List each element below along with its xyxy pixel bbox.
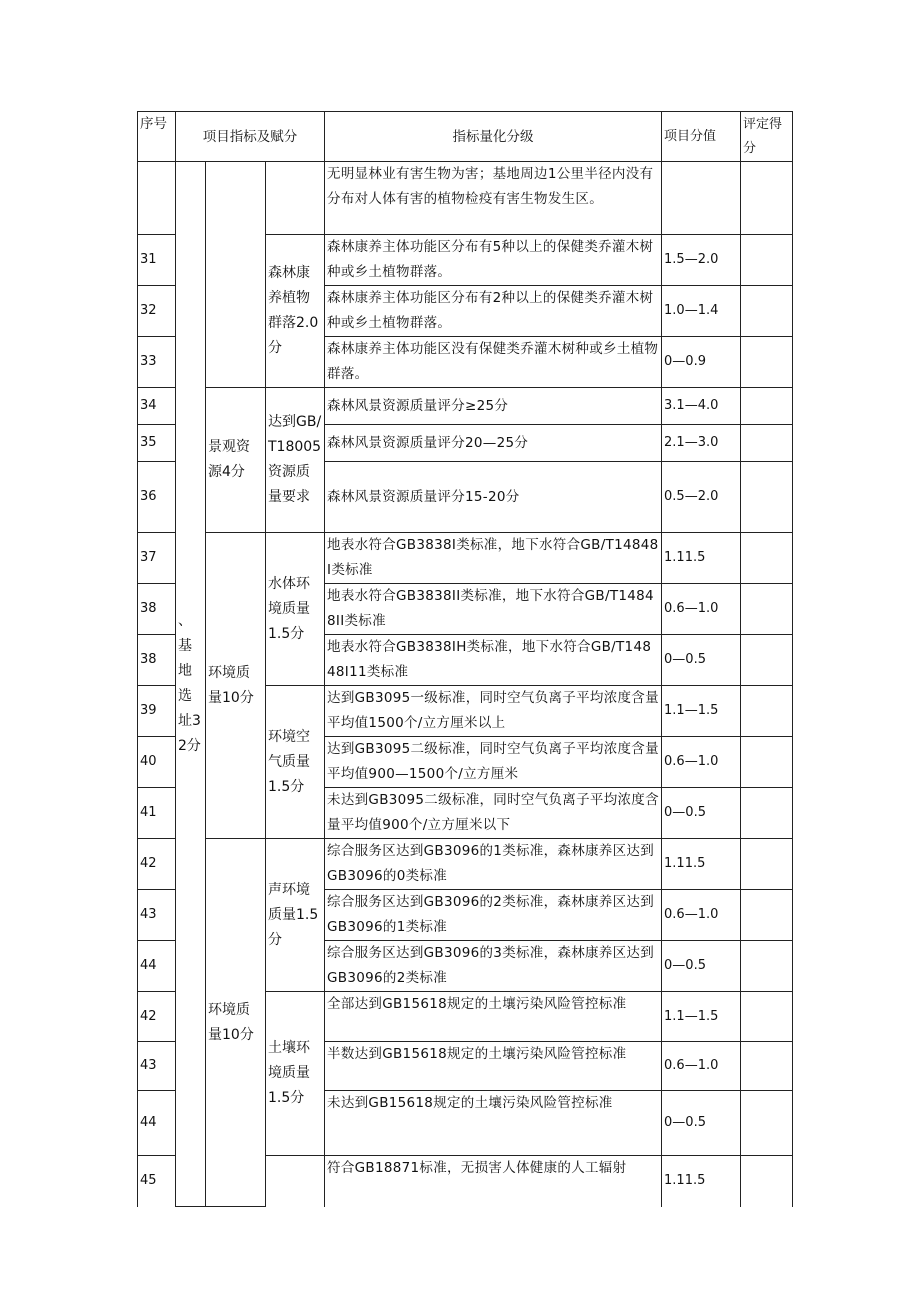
category-env-quality-a: 环境质量10分: [206, 533, 266, 839]
row-criterion: 地表水符合GB3838IH类标准，地下水符合GB∕T14848I11类标准: [325, 635, 662, 686]
row-criterion: 森林康养主体功能区没有保健类乔灌木树种或乡土植物群落。: [325, 337, 662, 388]
row-criterion: 无明显林业有害生物为害；基地周边1公里半径内没有分布对人体有害的植物检疫有害生物发生区。: [325, 162, 662, 235]
row-criterion: 森林风景资源质量评分≥25分: [325, 388, 662, 425]
row-seq: 42: [138, 992, 176, 1042]
row-rating: [741, 425, 793, 462]
row-rating: [741, 686, 793, 737]
row-rating: [741, 388, 793, 425]
row-rating: [741, 286, 793, 337]
row-criterion: 半数达到GB15618规定的土壤污染风险管控标准: [325, 1042, 662, 1091]
category-env-quality-b: 环境质量10分: [206, 839, 266, 1207]
table-row: [138, 533, 793, 584]
row-rating: [741, 1156, 793, 1207]
row-rating: [741, 235, 793, 286]
category-soil-env: 土壤环境质量1.5分: [266, 992, 325, 1156]
row-rating: [741, 890, 793, 941]
row-score: 1.1—1.5: [662, 992, 741, 1042]
row-rating: [741, 1042, 793, 1091]
row-seq: [138, 162, 176, 235]
row-seq: 45: [138, 1156, 176, 1207]
row-criterion: 达到GB3095一级标准，同时空气负离子平均浓度含量平均值1500个/立方厘米以上: [325, 686, 662, 737]
row-rating: [741, 584, 793, 635]
table-header-row: [138, 112, 793, 162]
row-rating: [741, 737, 793, 788]
row-seq: 33: [138, 337, 176, 388]
row-seq: 31: [138, 235, 176, 286]
row-criterion: 森林风景资源质量评分20—25分: [325, 425, 662, 462]
row-criterion: 森林康养主体功能区分布有2种以上的保健类乔灌木树种或乡土植物群落。: [325, 286, 662, 337]
row-score: 0.6—1.0: [662, 737, 741, 788]
row-criterion: 未达到GB3095二级标准，同时空气负离子平均浓度含量平均值900个/立方厘米以下: [325, 788, 662, 839]
row-score: 0.6—1.0: [662, 1042, 741, 1091]
row-criterion: 森林风景资源质量评分15-20分: [325, 462, 662, 533]
category-air-env: 环境空气质量1.5分: [266, 686, 325, 839]
row-score: 1.0—1.4: [662, 286, 741, 337]
row-seq: 37: [138, 533, 176, 584]
row-seq: 40: [138, 737, 176, 788]
table-row: [138, 388, 793, 425]
row-seq: 34: [138, 388, 176, 425]
table-row: [138, 839, 793, 890]
row-criterion: 地表水符合GB3838II类标准，地下水符合GB/T14848II类标准: [325, 584, 662, 635]
row-rating: [741, 533, 793, 584]
row-score: 1.1—1.5: [662, 686, 741, 737]
row-seq: 44: [138, 1091, 176, 1156]
row-score: 0.6—1.0: [662, 584, 741, 635]
row-criterion: 未达到GB15618规定的土壤污染风险管控标准: [325, 1091, 662, 1156]
row-score: 0—0.5: [662, 788, 741, 839]
row-rating: [741, 337, 793, 388]
category-plant-community: 森林康养植物群落2.0分: [266, 235, 325, 388]
row-score: 0—0.5: [662, 941, 741, 992]
category-empty-a: [206, 162, 266, 388]
row-seq: 32: [138, 286, 176, 337]
row-rating: [741, 162, 793, 235]
row-score: 2.1—3.0: [662, 425, 741, 462]
category-sound-env: 声环境质量1.5分: [266, 839, 325, 992]
evaluation-table: [137, 111, 793, 1207]
row-criterion: 符合GB18871标准，无损害人体健康的人工辐射: [325, 1156, 662, 1207]
row-rating: [741, 1091, 793, 1156]
row-rating: [741, 941, 793, 992]
row-seq: 43: [138, 890, 176, 941]
row-score: 1.11.5: [662, 839, 741, 890]
row-rating: [741, 635, 793, 686]
header-item-index: 项目指标及赋分: [176, 112, 325, 162]
category-gb-requirement: 达到GB/T18005资源质量要求: [266, 388, 325, 533]
row-criterion: 地表水符合GB3838I类标准，地下水符合GB/T14848I类标准: [325, 533, 662, 584]
row-criterion: 全部达到GB15618规定的土壤污染风险管控标准: [325, 992, 662, 1042]
row-rating: [741, 839, 793, 890]
row-score: 0—0.5: [662, 635, 741, 686]
row-rating: [741, 992, 793, 1042]
row-criterion: 综合服务区达到GB3096的1类标准，森林康养区达到GB3096的0类标准: [325, 839, 662, 890]
row-seq: 38: [138, 584, 176, 635]
row-score: 0.6—1.0: [662, 890, 741, 941]
category-landscape-resource: 景观资源4分: [206, 388, 266, 533]
row-seq: 41: [138, 788, 176, 839]
row-seq: 38: [138, 635, 176, 686]
row-score: 1.11.5: [662, 533, 741, 584]
row-score: 0—0.9: [662, 337, 741, 388]
row-seq: 44: [138, 941, 176, 992]
table-row: [138, 162, 793, 235]
row-criterion: 综合服务区达到GB3096的2类标准，森林康养区达到GB3096的1类标准: [325, 890, 662, 941]
row-seq: 39: [138, 686, 176, 737]
row-seq: 42: [138, 839, 176, 890]
row-criterion: 综合服务区达到GB3096的3类标准，森林康养区达到GB3096的2类标准: [325, 941, 662, 992]
row-seq: 43: [138, 1042, 176, 1091]
header-item-score: 项目分值: [662, 112, 741, 162]
row-seq: 36: [138, 462, 176, 533]
row-seq: 35: [138, 425, 176, 462]
row-criterion: 森林康养主体功能区分布有5种以上的保健类乔灌木树种或乡土植物群落。: [325, 235, 662, 286]
row-score: 0—0.5: [662, 1091, 741, 1156]
category-site-selection: 、基地选址3 2分: [176, 162, 206, 1207]
row-score: 1.11.5: [662, 1156, 741, 1207]
row-score: 1.5—2.0: [662, 235, 741, 286]
row-criterion: 达到GB3095二级标准，同时空气负离子平均浓度含量平均值900—1500个/立方厘米: [325, 737, 662, 788]
category-water-env: 水体环境质量1.5分: [266, 533, 325, 686]
header-rating-score: 评定得分: [741, 112, 793, 162]
row-score: [662, 162, 741, 235]
row-score: 0.5—2.0: [662, 462, 741, 533]
subcategory-empty: [266, 1156, 325, 1207]
subcategory-empty: [266, 162, 325, 235]
header-seq: 序号: [138, 112, 176, 162]
row-rating: [741, 788, 793, 839]
row-rating: [741, 462, 793, 533]
row-score: 3.1—4.0: [662, 388, 741, 425]
header-quant-grade: 指标量化分级: [325, 112, 662, 162]
